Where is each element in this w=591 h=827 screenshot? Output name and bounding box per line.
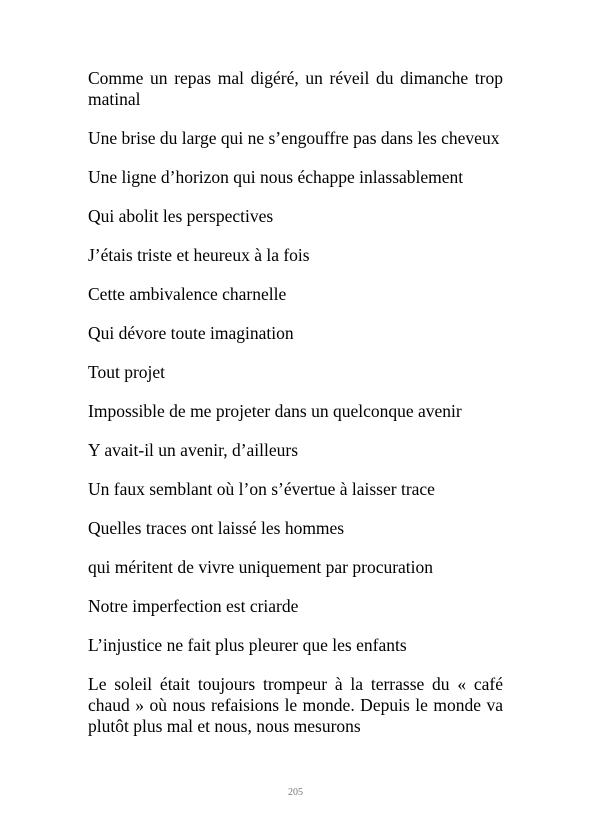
- text-line: L’injustice ne fait plus pleurer que les enfants: [88, 635, 407, 655]
- text-line: Qui abolit les perspectives: [88, 206, 274, 226]
- text-line: qui méritent de vivre uniquement par procuration: [88, 557, 434, 577]
- text-line: J’étais triste et heureux à la fois: [88, 245, 310, 265]
- page-number: 205: [288, 787, 303, 798]
- text-line: Impossible de me projeter dans un quelconque avenir: [88, 401, 462, 421]
- text-paragraph: Le soleil était toujours trompeur à la terrasse du « café chaud » où nous refaisions le monde. Depuis le monde va plutôt plus mal et nous, nous mesurons: [88, 674, 503, 736]
- text-line: Qui dévore toute imagination: [88, 323, 294, 343]
- text-line: Comme un repas mal digéré, un réveil du dimanche trop matinal: [88, 68, 503, 109]
- text-line: Une brise du large qui ne s’engouffre pas dans les cheveux: [88, 128, 500, 148]
- text-line: Y avait-il un avenir, d’ailleurs: [88, 440, 299, 460]
- text-line: Notre imperfection est criarde: [88, 596, 299, 616]
- text-line: Un faux semblant où l’on s’évertue à laisser trace: [88, 479, 435, 499]
- poem-text: [88, 68, 503, 737]
- text-line: Quelles traces ont laissé les hommes: [88, 518, 345, 538]
- text-line: Une ligne d’horizon qui nous échappe inlassablement: [88, 167, 464, 187]
- text-line: Tout projet: [88, 362, 166, 382]
- text-line: Cette ambivalence charnelle: [88, 284, 287, 304]
